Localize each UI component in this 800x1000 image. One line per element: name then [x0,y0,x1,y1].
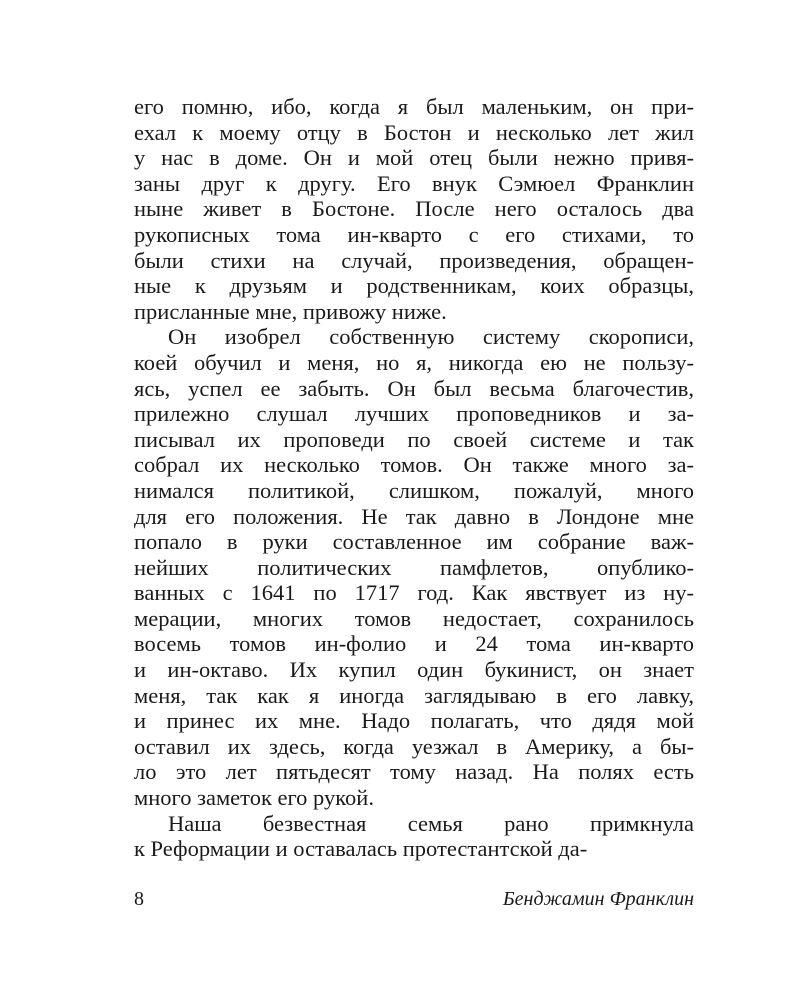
page-number: 8 [134,888,144,910]
page-footer [134,886,694,912]
text-line: рукописных тома ин-кварто с его стихами, то [134,221,694,247]
text-line: и ин-октаво. Их купил один букинист, он знает [134,657,694,683]
text-line: собрал их несколько томов. Он также много за- [134,452,694,478]
text-line: оставил их здесь, когда уезжал в Америку, а бы- [134,733,694,759]
text-line: писывал их проповеди по своей системе и так [134,426,694,452]
text-line: ло это лет пятьдесят тому назад. На полях есть [134,759,694,785]
text-line: к Реформации и оставалась протестантской да- [134,836,588,862]
text-line: нейших политических памфлетов, опублико- [134,554,694,580]
paragraph [134,324,694,810]
paragraph [134,94,694,324]
text-line: коей обучил и меня, но я, никогда ею не пользу- [134,349,694,375]
text-line: ясь, успел ее забыть. Он был весьма благочестив, [134,375,694,401]
text-line: его помню, ибо, когда я был маленьким, он при- [134,94,694,119]
text-line: Наша безвестная семья рано примкнула [168,810,694,836]
text-line: мерации, многих томов недостает, сохранилось [134,605,694,631]
text-line: и принес их мне. Надо полагать, что дядя мой [134,708,694,734]
text-line: у нас в доме. Он и мой отец были нежно привя- [134,145,694,171]
text-line: для его положения. Не так давно в Лондоне мне [134,503,694,529]
body-text [134,94,694,862]
text-line: нимался политикой, слишком, пожалуй, много [134,477,694,503]
page-body [134,94,694,862]
text-line: были стихи на случай, произведения, обращен- [134,247,694,273]
text-line: восемь томов ин-фолио и 24 тома ин-кварто [134,631,694,657]
text-line: ванных с 1641 по 1717 год. Как явствует из ну- [134,580,694,606]
running-title: Бенджамин Франклин [502,888,694,910]
text-line: ныне живет в Бостоне. После него осталось два [134,196,694,222]
text-line: попало в руки составленное им собрание важ- [134,529,694,555]
text-line: ные к друзьям и родственникам, коих образцы, [134,273,694,299]
text-line: прилежно слушал лучших проповедников и за- [134,401,694,427]
text-line: заны друг к другу. Его внук Сэмюел Франклин [134,170,694,196]
text-line: Он изобрел собственную систему скорописи, [168,324,694,350]
text-line: присланные мне, привожу ниже. [134,298,447,324]
text-line: много заметок его рукой. [134,785,374,811]
text-line: ехал к моему отцу в Бостон и несколько лет жил [134,119,694,145]
paragraph [134,811,694,862]
text-line: меня, так как я иногда заглядываю в его лавку, [134,682,694,708]
